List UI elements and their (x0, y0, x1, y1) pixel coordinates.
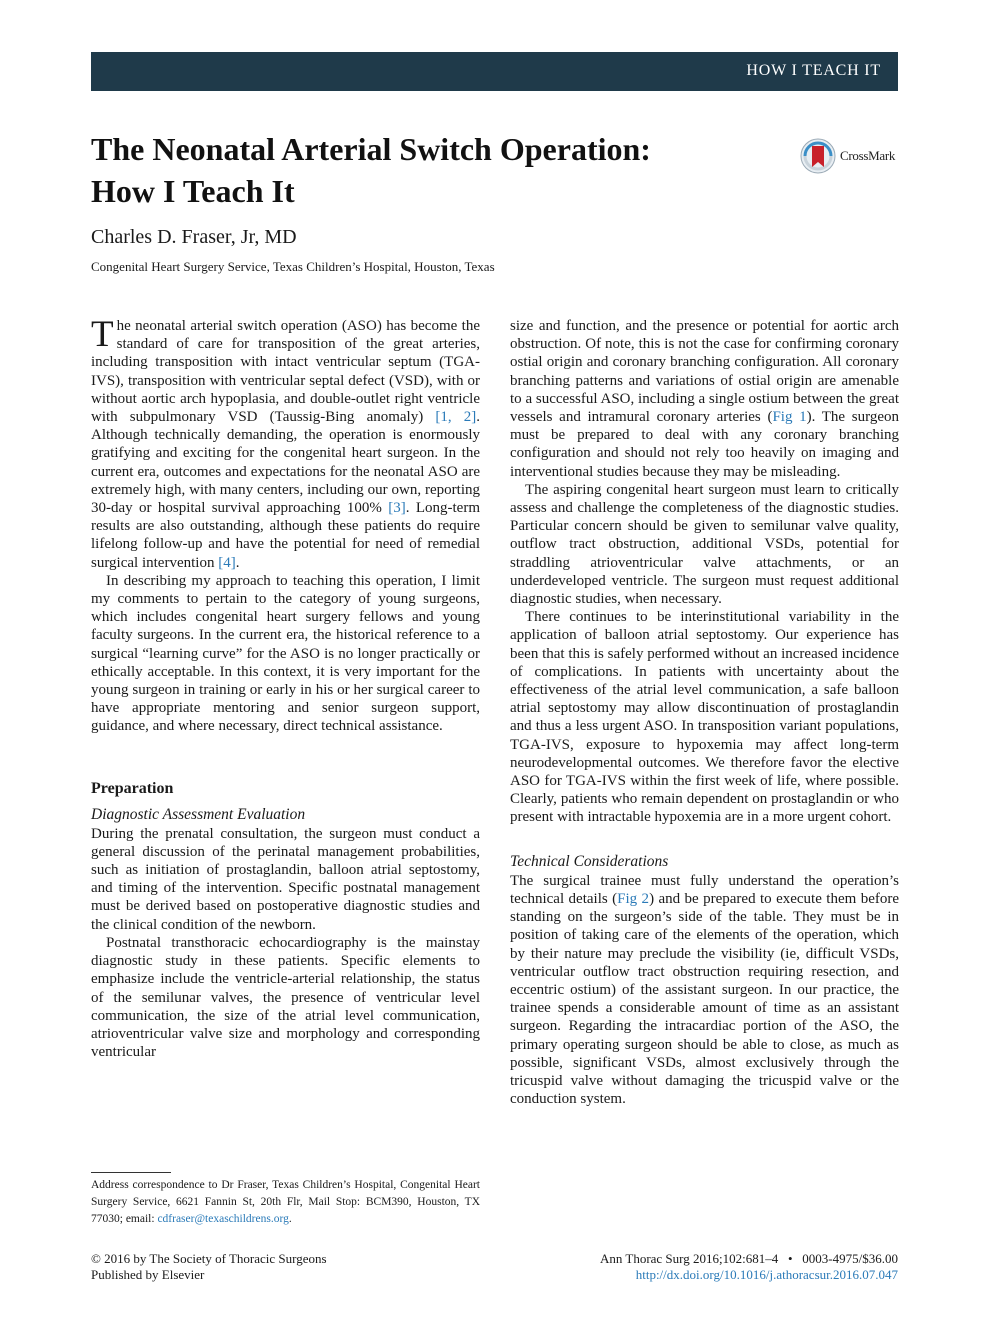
right-paragraph-2: The aspiring congenital heart surgeon must learn to critically assess and challenge the completeness of the diagnostic studies. Particular concern should be given to semilunar valve quality, outflow tract obstruction, additional VSDs, potential for straddling atrioventricular valve attachments, or an underdeveloped ventricle. The surgeon must request additional diagnostic studies, when necessary. (510, 481, 899, 608)
figure-link-2[interactable]: Fig 2 (617, 890, 650, 907)
intro-text-a: he neonatal arterial switch operation (ASO) has become the standard of care for transposition of the great arteries, including transposition with intact ventricular septum (TGA-IVS), transposition with ventricular septal defect (VSD), with or without aortic arch hypoplasia, and double-outlet right ventricle with subpulmonary VSD (Taussig-Bing anomaly) (91, 318, 480, 426)
footnote-divider (91, 1172, 171, 1173)
crossmark-badge[interactable] (800, 138, 895, 174)
left-column (91, 314, 480, 1061)
footer-right (600, 1251, 898, 1283)
citation-link-4[interactable]: [4] (218, 554, 236, 571)
section-heading-preparation: Preparation (91, 779, 174, 797)
header-banner (91, 52, 898, 91)
correspondence-footnote (91, 1177, 480, 1228)
intro-text-c: . Long-term results are also outstanding, although these patients do require lifelong follow-up and have the potential for need of remedial surgical intervention (91, 500, 480, 571)
footnote-end: . (288, 1213, 292, 1225)
title-line-2: How I Teach It (91, 173, 295, 209)
copyright-line: © 2016 by The Society of Thoracic Surgeons (91, 1251, 327, 1266)
issn-price: 0003-4975/$36.00 (802, 1251, 898, 1266)
tech-text-b: ) and be prepared to execute them before standing on the surgeon’s side of the table. They must be in position of taking care of the elements of the operation, which by their nature may preclude the visibility (ie, difficult VSDs, ventricular outflow tract obstruction requiring resection, and eccentric ostium) of the assistant surgeon. In our practice, the trainee spends a considerable amount of time as an assistant surgeon. Regarding the intracardiac portion of the ASO, the primary operating surgeon should be able to close, as much as possible, significant VSDs, almost exclusively through the tricuspid valve without damaging the tricuspid valve or the conduction system. (510, 890, 899, 1108)
right-paragraph-3: There continues to be interinstitutional variability in the application of balloon atrial septostomy. Our experience has been that this is safely performed without an increased incidence of complications. In patients with uncertainty about the effectiveness of the atrial level communication, a safe balloon atrial septostomy may allow discontinuation of prostaglandin and thus a less urgent ASO. In transposition variant populations, TGA-IVS, exposure to hypoxemia may affect long-term neurodevelopmental outcomes. We therefore favor the elective ASO for TGA-IVS within the first week of life, where possible. Clearly, patients who remain dependent on prostaglandin or who present with intractable hypoxemia are in a more urgent cohort. (510, 609, 899, 826)
right-column (510, 317, 899, 1108)
crossmark-label: CrossMark (840, 148, 896, 163)
citation-link-3[interactable]: [3] (388, 500, 406, 517)
title-line-1: The Neonatal Arterial Switch Operation: (91, 131, 651, 167)
publisher-line: Published by Elsevier (91, 1267, 205, 1282)
author-affiliation: Congenital Heart Surgery Service, Texas Children’s Hospital, Houston, Texas (91, 259, 495, 274)
subsection-heading-diagnostic: Diagnostic Assessment Evaluation (91, 805, 306, 823)
figure-link-1[interactable]: Fig 1 (772, 409, 807, 426)
banner-label: HOW I TEACH IT (746, 62, 881, 79)
right-p1-text-a: size and function, and the presence or potential for aortic arch obstruction. Of note, this is not the case for confirming coronary ostial origin and coronary branching configuration. All coronary branching patterns and variations of ostial origin are amenable to a successful ASO, including a single ostium between the great vessels and intramural coronary arteries ( (510, 318, 899, 426)
intro-paragraph-2: In describing my approach to teaching this operation, I limit my comments to pertain to the category of young surgeons, which includes congenital heart surgery fellows and young faculty surgeons. In the current era, the historical reference to a surgical “learning curve” for the ASO is no longer practically or ethically acceptable. In this context, it is very important for the young surgeon in training or early in his or her surgical career to have appropriate mentoring and senior surgeon support, guidance, and where necessary, direct technical assistance. (91, 572, 480, 735)
intro-text-d: . (235, 554, 240, 571)
intro-paragraph-1 (91, 314, 480, 572)
technical-paragraph-1 (510, 872, 899, 1109)
citation-link-1-2[interactable]: [1, 2] (435, 409, 477, 426)
right-p1-text-b: ). The surgeon must be prepared to deal with any coronary branching configuration and should not rely too heavily on imaging and interventional studies because they may be misleading. (510, 409, 899, 480)
crossmark-icon (800, 138, 836, 174)
right-paragraph-1 (510, 317, 899, 481)
subsection-heading-technical: Technical Considerations (510, 852, 669, 870)
bullet-separator: • (787, 1251, 793, 1266)
email-link[interactable]: cdfraser@texaschildrens.org (157, 1213, 289, 1225)
article-title (91, 128, 731, 212)
drop-cap: T (91, 314, 114, 355)
footnote-text: Address correspondence to Dr Fraser, Texas Children’s Hospital, Congenital Heart Surgery Service, 6621 Fannin St, 20th Flr, Mail Stop: BCM390, Houston, TX 77030; email: (91, 1179, 480, 1225)
journal-citation: Ann Thorac Surg 2016;102:681–4 (599, 1251, 779, 1266)
footer-left (91, 1251, 327, 1283)
diagnostic-paragraph-2: Postnatal transthoracic echocardiography is the mainstay diagnostic study in these patients. Specific elements to emphasize include the ventricle-arterial relationship, the status of the semilunar valves, the presence of ventricular level communication, the size of the atrial level communication, atrioventricular valve size and morphology and corresponding ventricular (91, 934, 480, 1061)
diagnostic-paragraph-1: During the prenatal consultation, the surgeon must conduct a general discussion of the perinatal management probabilities, such as initiation of prostaglandin, balloon atrial septostomy, and timing of the intervention. Specific postnatal management must be derived based on postoperative diagnostic studies and the clinical condition of the newborn. (91, 825, 480, 933)
intro-text-b: . Although technically demanding, the operation is enormously gratifying and exciting for the congenital heart surgeon. In the current era, outcomes and expectations for the neonatal ASO are extremely high, with many centers, including our own, reporting 30-day or hospital survival approaching 100% (91, 409, 480, 517)
citation-line (600, 1251, 898, 1267)
doi-link[interactable]: http://dx.doi.org/10.1016/j.athoracsur.2016.07.047 (635, 1267, 898, 1282)
author-name: Charles D. Fraser, Jr, MD (91, 226, 297, 248)
tech-text-a: The surgical trainee must fully understand the operation’s technical details ( (510, 872, 899, 907)
